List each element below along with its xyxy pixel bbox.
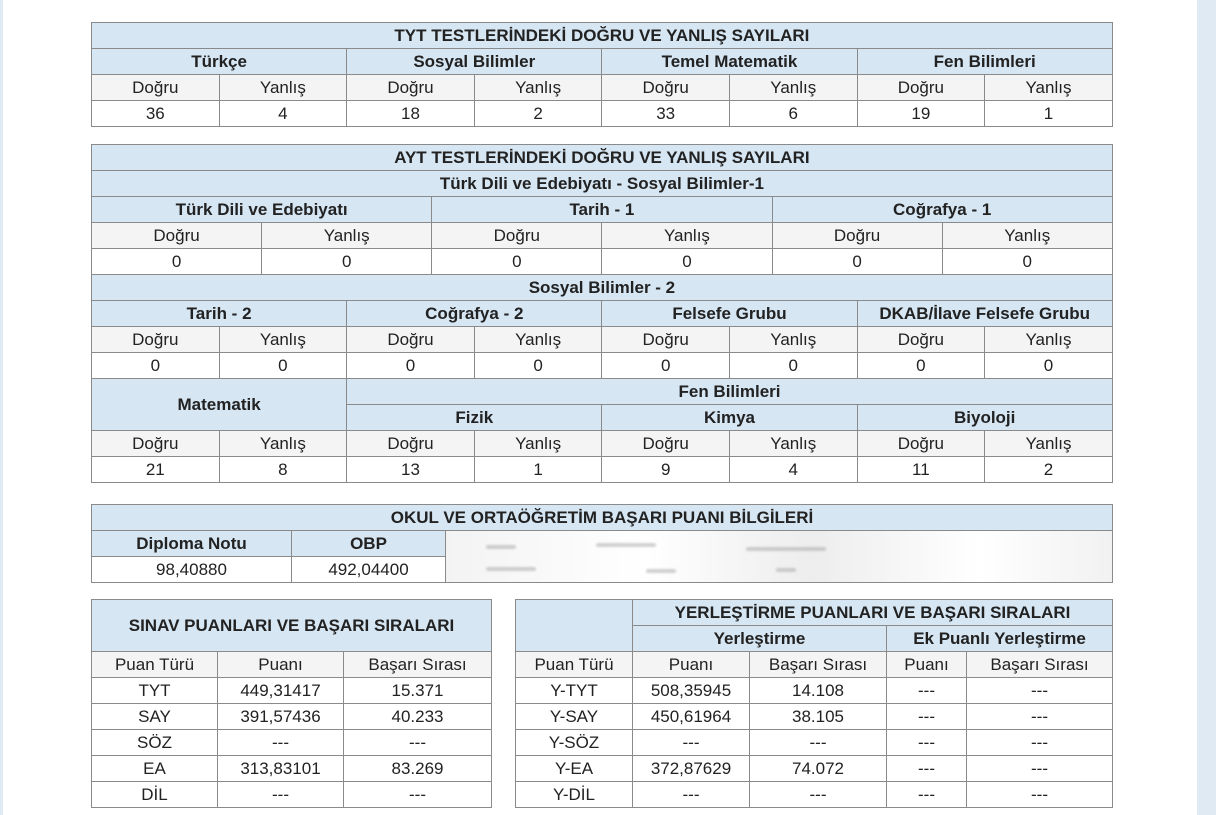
results-page <box>3 0 1197 815</box>
dogru-value: 0 <box>772 249 942 275</box>
table-row <box>516 730 1113 756</box>
subject-name: Biyoloji <box>857 405 1112 431</box>
yanlis-value: 0 <box>985 353 1113 379</box>
dogru-label: Doğru <box>92 223 262 249</box>
dogru-value: 36 <box>92 101 220 127</box>
column-header: Puanı <box>887 652 967 678</box>
table-row <box>516 704 1113 730</box>
column-header: Puan Türü <box>92 652 218 678</box>
obp-table <box>91 504 1113 583</box>
ek-puanli-group: Ek Puanlı Yerleştirme <box>887 626 1113 652</box>
subject-name: DKAB/İlave Felsefe Grubu <box>857 301 1112 327</box>
column-header: Başarı Sırası <box>750 652 887 678</box>
dogru-value: 9 <box>602 457 730 483</box>
subject-name: Temel Matematik <box>602 49 857 75</box>
basari-sirasi: 38.105 <box>750 704 887 730</box>
dogru-value: 33 <box>602 101 730 127</box>
basari-sirasi: 83.269 <box>344 756 492 782</box>
yanlis-label: Yanlış <box>474 431 602 457</box>
yanlis-value: 6 <box>729 101 857 127</box>
dogru-label: Doğru <box>772 223 942 249</box>
puan-value: 313,83101 <box>218 756 344 782</box>
sinav-title: SINAV PUANLARI VE BAŞARI SIRALARI <box>92 600 492 652</box>
yanlis-label: Yanlış <box>262 223 432 249</box>
table-row <box>516 678 1113 704</box>
dogru-value: 0 <box>432 249 602 275</box>
yanlis-label: Yanlış <box>219 75 347 101</box>
yanlis-value: 0 <box>474 353 602 379</box>
tyt-table <box>91 22 1113 127</box>
puan-value: --- <box>633 730 750 756</box>
column-header: Puanı <box>218 652 344 678</box>
puan-turu: Y-EA <box>516 756 633 782</box>
yanlis-label: Yanlış <box>985 327 1113 353</box>
column-header: Puanı <box>633 652 750 678</box>
matematik-title: Matematik <box>92 379 347 431</box>
table-row <box>516 756 1113 782</box>
table-row <box>92 782 492 808</box>
puan-turu: Y-DİL <box>516 782 633 808</box>
dogru-label: Doğru <box>347 327 475 353</box>
subject-name: Türk Dili ve Edebiyatı <box>92 197 432 223</box>
column-header: Puan Türü <box>516 652 633 678</box>
yerlestirme-group: Yerleştirme <box>633 626 887 652</box>
yanlis-value: 0 <box>602 249 772 275</box>
obp-title: OKUL VE ORTAÖĞRETİM BAŞARI PUANI BİLGİLERİ <box>92 505 1113 531</box>
dogru-value: 21 <box>92 457 220 483</box>
basari-sirasi: 74.072 <box>750 756 887 782</box>
puan-value: 391,57436 <box>218 704 344 730</box>
column-header: Başarı Sırası <box>967 652 1113 678</box>
sinav-table <box>91 599 492 808</box>
basari-sirasi: --- <box>750 730 887 756</box>
dogru-value: 18 <box>347 101 475 127</box>
fen-title: Fen Bilimleri <box>347 379 1113 405</box>
dogru-label: Doğru <box>602 75 730 101</box>
ek-puan-value: --- <box>887 782 967 808</box>
puan-value: 372,87629 <box>633 756 750 782</box>
table-row <box>92 678 492 704</box>
basari-sirasi: --- <box>344 730 492 756</box>
dogru-label: Doğru <box>857 431 985 457</box>
yanlis-value: 4 <box>729 457 857 483</box>
dogru-value: 13 <box>347 457 475 483</box>
yanlis-label: Yanlış <box>729 75 857 101</box>
puan-value: 450,61964 <box>633 704 750 730</box>
dogru-label: Doğru <box>92 327 220 353</box>
puan-value: 508,35945 <box>633 678 750 704</box>
ek-puan-value: --- <box>887 704 967 730</box>
subject-name: Coğrafya - 1 <box>772 197 1112 223</box>
ek-basari-sirasi: --- <box>967 756 1113 782</box>
column-header: Başarı Sırası <box>344 652 492 678</box>
yanlis-label: Yanlış <box>729 327 857 353</box>
ayt-table <box>91 144 1113 483</box>
yanlis-label: Yanlış <box>942 223 1112 249</box>
yanlis-value: 0 <box>262 249 432 275</box>
obp-label: OBP <box>292 531 446 557</box>
yanlis-label: Yanlış <box>602 223 772 249</box>
subject-name: Fen Bilimleri <box>857 49 1112 75</box>
yerlestirme-corner <box>516 600 633 652</box>
ek-puan-value: --- <box>887 678 967 704</box>
dogru-value: 11 <box>857 457 985 483</box>
subject-name: Tarih - 1 <box>432 197 772 223</box>
subject-name: Türkçe <box>92 49 347 75</box>
subject-name: Kimya <box>602 405 857 431</box>
yanlis-value: 0 <box>729 353 857 379</box>
dogru-value: 0 <box>347 353 475 379</box>
dogru-value: 0 <box>92 353 220 379</box>
yanlis-label: Yanlış <box>985 431 1113 457</box>
ek-basari-sirasi: --- <box>967 730 1113 756</box>
table-row <box>92 704 492 730</box>
ayt-group1-title: Türk Dili ve Edebiyatı - Sosyal Bilimler-1 <box>92 171 1113 197</box>
ek-basari-sirasi: --- <box>967 782 1113 808</box>
puan-turu: SÖZ <box>92 730 218 756</box>
basari-sirasi: 15.371 <box>344 678 492 704</box>
dogru-value: 0 <box>602 353 730 379</box>
yerlestirme-table <box>515 599 1113 808</box>
puan-turu: Y-TYT <box>516 678 633 704</box>
yanlis-value: 2 <box>474 101 602 127</box>
yanlis-value: 8 <box>219 457 347 483</box>
basari-sirasi: --- <box>750 782 887 808</box>
diploma-value: 98,40880 <box>92 557 292 583</box>
table-row <box>516 782 1113 808</box>
dogru-value: 0 <box>92 249 262 275</box>
ek-puan-value: --- <box>887 730 967 756</box>
dogru-label: Doğru <box>92 431 220 457</box>
yanlis-value: 0 <box>219 353 347 379</box>
ek-basari-sirasi: --- <box>967 704 1113 730</box>
puan-turu: TYT <box>92 678 218 704</box>
yanlis-label: Yanlış <box>985 75 1113 101</box>
yanlis-value: 2 <box>985 457 1113 483</box>
ek-basari-sirasi: --- <box>967 678 1113 704</box>
basari-sirasi: 40.233 <box>344 704 492 730</box>
yanlis-value: 4 <box>219 101 347 127</box>
redacted-area <box>446 531 1113 583</box>
puan-turu: DİL <box>92 782 218 808</box>
dogru-label: Doğru <box>347 431 475 457</box>
puan-value: --- <box>218 782 344 808</box>
dogru-value: 0 <box>857 353 985 379</box>
subject-name: Fizik <box>347 405 602 431</box>
puan-turu: SAY <box>92 704 218 730</box>
subject-name: Coğrafya - 2 <box>347 301 602 327</box>
dogru-label: Doğru <box>857 75 985 101</box>
subject-name: Sosyal Bilimler <box>347 49 602 75</box>
yanlis-label: Yanlış <box>219 327 347 353</box>
ayt-title: AYT TESTLERİNDEKİ DOĞRU VE YANLIŞ SAYILARI <box>92 145 1113 171</box>
puan-value: --- <box>633 782 750 808</box>
basari-sirasi: --- <box>344 782 492 808</box>
basari-sirasi: 14.108 <box>750 678 887 704</box>
dogru-label: Doğru <box>602 431 730 457</box>
yanlis-value: 1 <box>985 101 1113 127</box>
diploma-label: Diploma Notu <box>92 531 292 557</box>
dogru-value: 19 <box>857 101 985 127</box>
yanlis-value: 1 <box>474 457 602 483</box>
subject-name: Felsefe Grubu <box>602 301 857 327</box>
ayt-group2-title: Sosyal Bilimler - 2 <box>92 275 1113 301</box>
yerlestirme-title: YERLEŞTİRME PUANLARI VE BAŞARI SIRALARI <box>633 600 1113 626</box>
yanlis-label: Yanlış <box>219 431 347 457</box>
dogru-label: Doğru <box>92 75 220 101</box>
puan-turu: EA <box>92 756 218 782</box>
puan-turu: Y-SÖZ <box>516 730 633 756</box>
dogru-label: Doğru <box>432 223 602 249</box>
ek-puan-value: --- <box>887 756 967 782</box>
puan-value: 449,31417 <box>218 678 344 704</box>
yanlis-label: Yanlış <box>474 75 602 101</box>
tyt-title: TYT TESTLERİNDEKİ DOĞRU VE YANLIŞ SAYILARI <box>92 23 1113 49</box>
puan-turu: Y-SAY <box>516 704 633 730</box>
yanlis-label: Yanlış <box>474 327 602 353</box>
subject-name: Tarih - 2 <box>92 301 347 327</box>
table-row <box>92 756 492 782</box>
table-row <box>92 730 492 756</box>
dogru-label: Doğru <box>602 327 730 353</box>
obp-value: 492,04400 <box>292 557 446 583</box>
yanlis-value: 0 <box>942 249 1112 275</box>
dogru-label: Doğru <box>347 75 475 101</box>
dogru-label: Doğru <box>857 327 985 353</box>
yanlis-label: Yanlış <box>729 431 857 457</box>
puan-value: --- <box>218 730 344 756</box>
